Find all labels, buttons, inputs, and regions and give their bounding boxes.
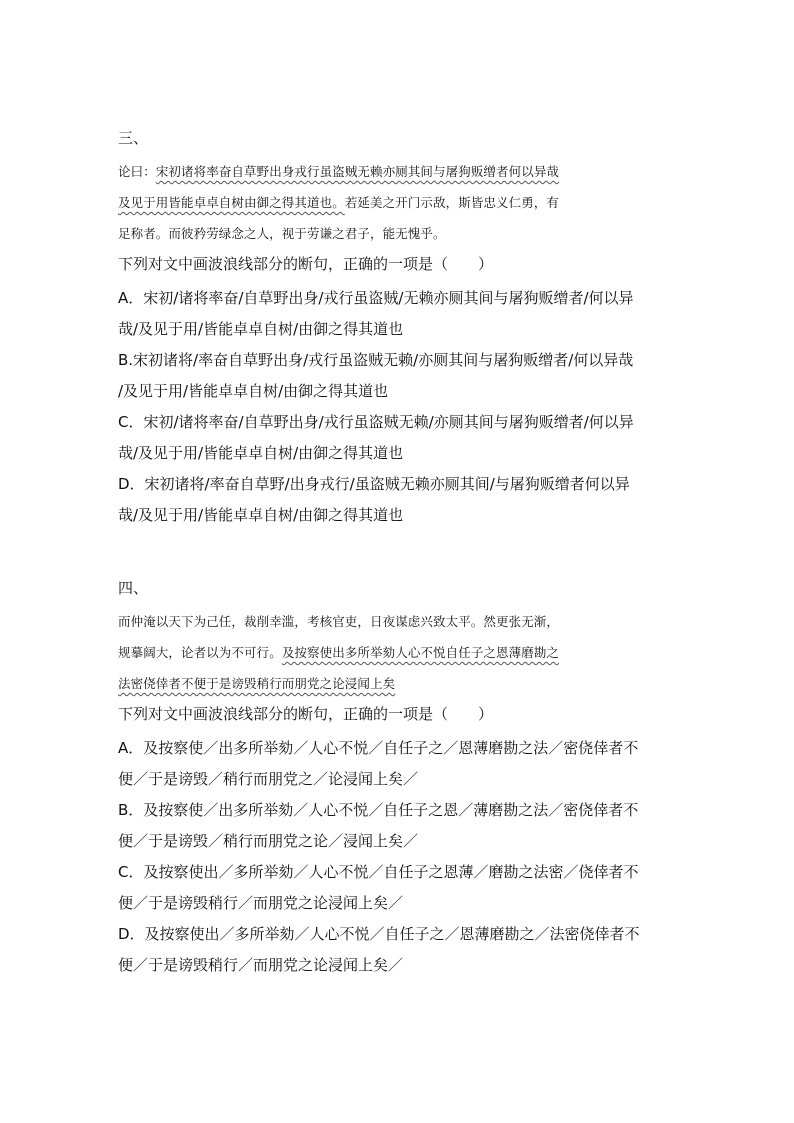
wavy-underlined-text: 宋初诸将率奋自草野出身戎行虽盗贼无赖亦厕其间与屠狗贩缯者何以异哉 (155, 164, 560, 179)
option-line: A．及按察使／出多所举劾／人心不悦／自任子之／恩薄磨勘之法／密侥倖者不 (118, 739, 639, 757)
option-line: 便／于是谤毁／稍行而朋党之／论浸闻上矣／ (118, 770, 419, 788)
option-line: 便／于是谤毁稍行／而朋党之论浸闻上矣／ (118, 894, 404, 912)
option-d[interactable] (118, 469, 678, 531)
section-four (118, 578, 678, 981)
section-three (118, 128, 678, 531)
option-line: 哉/及见于用/皆能卓卓自树/由御之得其道也 (118, 506, 404, 524)
wavy-underlined-text: 及按察使出多所举劾人心不悦自任子之恩薄磨勘之 (281, 645, 560, 660)
passage-text: 足称者。而彼矜劳绿念之人，视于劳谦之君子，能无愧乎。 (118, 226, 446, 241)
option-line: C．宋初/诸将率奋/自草野出身/戎行虽盗贼无赖/亦厕其间与屠狗贩缯者/何以异 (118, 413, 634, 431)
option-line: /及见于用/皆能卓卓自树/由御之得其道也 (118, 382, 389, 400)
option-line: B．及按察使／出多所举劾／人心不悦／自任子之恩／薄磨勘之法／密侥倖者不 (118, 801, 639, 819)
option-line: B.宋初诸将/率奋自草野出身/戎行虽盗贼无赖/亦厕其间与屠狗贩缯者/何以异哉 (118, 351, 634, 369)
passage-text: 而仲淹以天下为己任，裁削幸滥，考核官吏，日夜谋虑兴致太平。然更张无渐， (118, 614, 560, 629)
option-d[interactable] (118, 919, 678, 981)
passage-line (118, 218, 678, 249)
passage-line (118, 668, 678, 699)
option-a[interactable] (118, 733, 678, 795)
passage-text: 规摹阔大，论者以为不可行。 (118, 645, 282, 660)
passage-line (118, 637, 678, 668)
option-line: D．及按察使出／多所举劾／人心不悦／自任子之／恩薄磨勘之／法密侥倖者不 (118, 925, 640, 943)
question-stem: 下列对文中画波浪线部分的断句，正确的一项是（ ） (118, 705, 494, 723)
wavy-underlined-text: 法密侥倖者不便于是谤毁稍行而朋党之论浸闻上矣 (118, 676, 396, 691)
option-line: 便／于是谤毁／稍行而朋党之论／浸闻上矣／ (118, 832, 419, 850)
passage-text: 论曰： (118, 164, 156, 179)
option-line: C．及按察使出／多所举劾／人心不悦／自任子之恩薄／磨勘之法密／侥倖者不 (118, 863, 639, 881)
passage-line (118, 187, 678, 218)
section-heading: 三、 (118, 129, 149, 147)
section-heading: 四、 (118, 579, 149, 597)
option-c[interactable] (118, 407, 678, 469)
passage-text: 若延美之开门示敌，斯皆忠义仁勇，有 (344, 195, 560, 210)
passage-line (118, 606, 678, 637)
option-line: 哉/及见于用/皆能卓卓自树/由御之得其道也 (118, 444, 404, 462)
option-line: D．宋初诸将/率奋自草野/出身戎行/虽盗贼无赖亦厕其间/与屠狗贩缯者何以异 (118, 475, 630, 493)
option-b[interactable] (118, 345, 678, 407)
option-c[interactable] (118, 857, 678, 919)
option-line: 哉/及见于用/皆能卓卓自树/由御之得其道也 (118, 320, 404, 338)
wavy-underlined-text: 及见于用皆能卓卓自树由御之得其道也。 (118, 195, 345, 210)
passage-line (118, 156, 678, 187)
classical-passage (118, 156, 678, 249)
option-line: 便／于是谤毁稍行／而朋党之论浸闻上矣／ (118, 956, 404, 974)
option-a[interactable] (118, 283, 678, 345)
classical-passage (118, 606, 678, 699)
option-line: A．宋初/诸将率奋/自草野出身/戎行虽盗贼/无赖亦厕其间与屠狗贩缯者/何以异 (118, 289, 634, 307)
option-b[interactable] (118, 795, 678, 857)
question-stem: 下列对文中画波浪线部分的断句，正确的一项是（ ） (118, 255, 494, 273)
